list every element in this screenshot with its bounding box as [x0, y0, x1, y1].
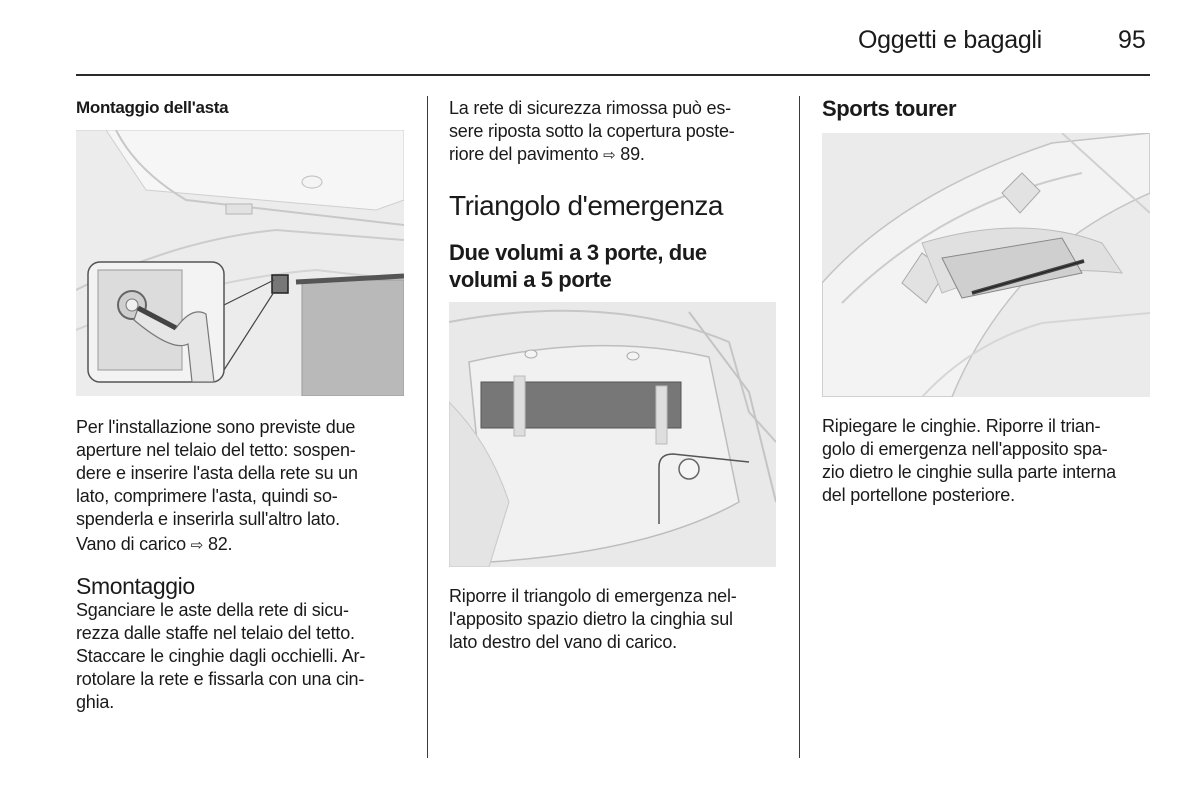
text-line: lato, comprimere l'asta, quindi so- [76, 486, 338, 506]
text-line: zio dietro le cinghie sulla parte interna [822, 462, 1116, 482]
text-line: Sganciare le aste della rete di sicu- [76, 600, 349, 620]
text-line: ghia. [76, 692, 115, 712]
text-fragment: riore del pavimento [449, 144, 599, 164]
text-line: sere riposta sotto la copertura poste- [449, 121, 735, 141]
cross-reference-page[interactable]: 89. [620, 144, 645, 164]
paragraph-installation [76, 416, 358, 531]
text-line-with-reference [449, 143, 735, 167]
paragraph-triangle-hatchback [449, 585, 737, 654]
text-line: Riporre il triangolo di emergenza nel- [449, 586, 737, 606]
figure-triangle-hatchback [449, 302, 776, 567]
text-line: spenderla e inserirla sull'altro lato. [76, 509, 340, 529]
text-line: lato destro del vano di carico. [449, 632, 677, 652]
figure-triangle-sports-tourer [822, 133, 1150, 397]
text-line: aperture nel telaio del tetto: sospen- [76, 440, 356, 460]
subsection-heading-sports-tourer: Sports tourer [822, 96, 957, 121]
cross-reference-page: 82. [207, 534, 233, 554]
text-line: rotolare la rete e fissarla con una cin- [76, 669, 365, 689]
heading-line: Due volumi a 3 porte, due [449, 240, 707, 265]
paragraph-removal [76, 599, 365, 714]
text-line: Staccare le cinghie dagli occhielli. Ar- [76, 646, 366, 666]
text-line: La rete di sicurezza rimossa può es- [449, 98, 731, 118]
paragraph-net-storage [449, 97, 735, 167]
text-line: rezza dalle staffe nel telaio del tetto. [76, 623, 355, 643]
column-divider-1 [427, 96, 428, 758]
triangle-hatchback-illustration [449, 302, 776, 567]
header-rule [76, 74, 1150, 76]
text-line: l'apposito spazio dietro la cinghia sul [449, 609, 733, 629]
text-line: Per l'installazione sono previste due [76, 417, 356, 437]
figure-net-rod-installation [76, 130, 404, 396]
column-divider-2 [799, 96, 800, 758]
text-line: dere e inserire l'asta della rete su un [76, 463, 358, 483]
section-heading-triangolo: Triangolo d'emergenza [449, 190, 723, 221]
net-rod-illustration [76, 130, 404, 396]
page-number: 95 [1118, 26, 1146, 54]
page-reference-arrow-icon[interactable]: ⇨ [603, 147, 616, 164]
page-reference-arrow-icon: ⇨ [190, 537, 204, 554]
section-heading-montaggio: Montaggio dell'asta [76, 98, 229, 117]
text-line: Ripiegare le cinghie. Riporre il trian- [822, 416, 1101, 436]
cross-reference-label: Vano di carico [76, 534, 186, 554]
running-header-title: Oggetti e bagagli [858, 26, 1042, 54]
triangle-sports-tourer-illustration [822, 133, 1150, 397]
subsection-heading-smontaggio: Smontaggio [76, 573, 195, 599]
text-line: del portellone posteriore. [822, 485, 1015, 505]
heading-line: volumi a 5 porte [449, 267, 612, 292]
paragraph-triangle-sports-tourer [822, 415, 1116, 507]
subsection-heading-due-volumi [449, 239, 707, 293]
cross-reference-vano-di-carico[interactable] [76, 533, 232, 557]
text-line: golo di emergenza nell'apposito spa- [822, 439, 1108, 459]
